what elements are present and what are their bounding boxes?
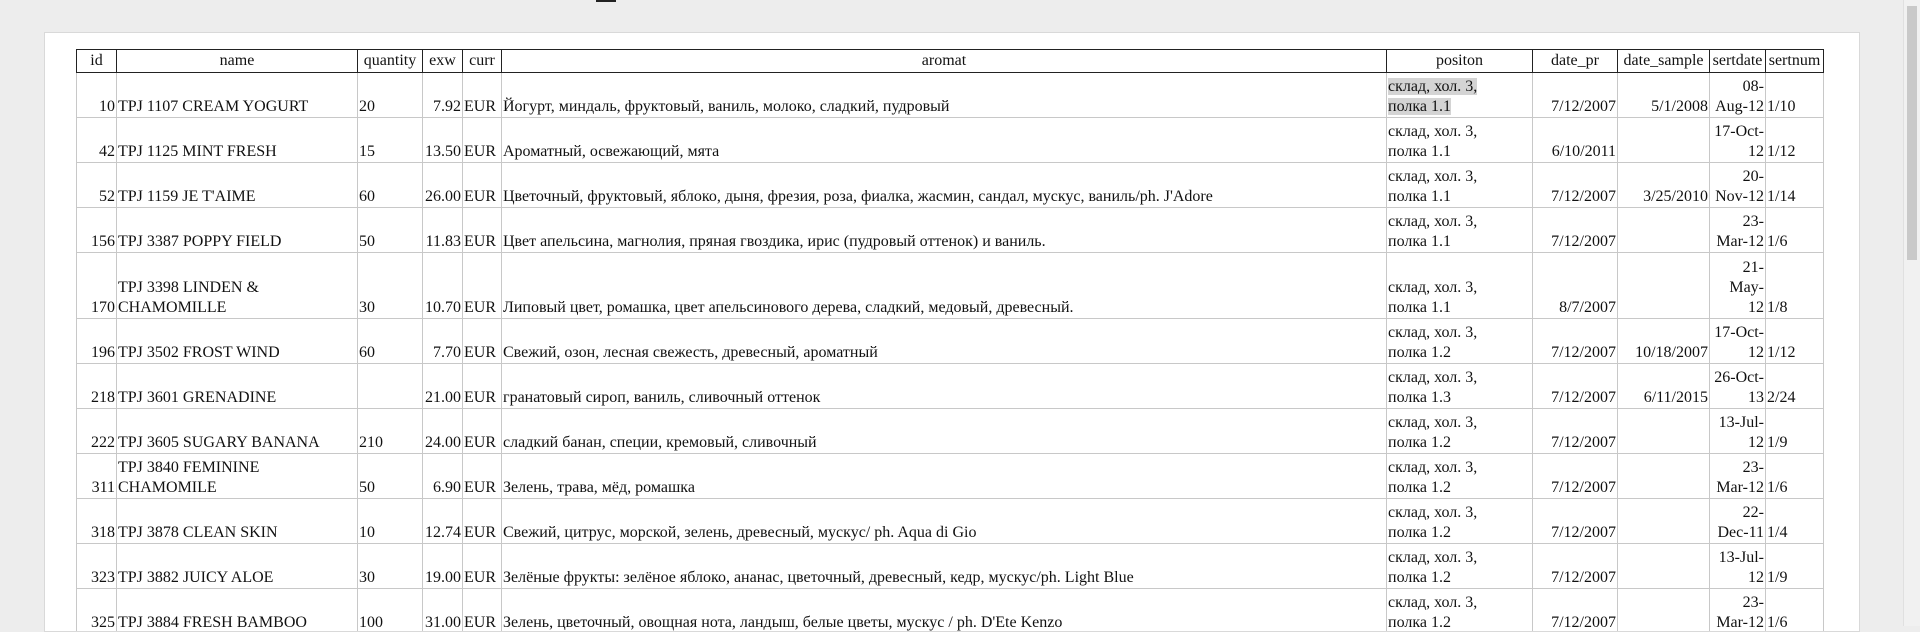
cell-date-pr[interactable]: 7/12/2007 bbox=[1533, 454, 1618, 499]
cell-exw[interactable]: 11.83 bbox=[423, 208, 463, 253]
cell-date-sample[interactable]: 3/25/2010 bbox=[1618, 163, 1710, 208]
table-row[interactable] bbox=[77, 118, 1824, 163]
cell-aromat[interactable]: Ароматный, освежающий, мята bbox=[502, 118, 1387, 163]
sertdate-line-1: 23- bbox=[1743, 213, 1764, 230]
cell-date-pr[interactable]: 7/12/2007 bbox=[1533, 73, 1618, 118]
sertdate-line-2: Mar-12 bbox=[1716, 479, 1764, 496]
column-header-date-sample[interactable]: date_sample bbox=[1618, 50, 1710, 73]
cell-curr[interactable]: EUR bbox=[463, 163, 502, 208]
cell-sertnum[interactable]: 1/9 bbox=[1766, 409, 1824, 454]
vertical-scrollbar[interactable] bbox=[1903, 0, 1920, 626]
table-row[interactable] bbox=[77, 364, 1824, 409]
cell-positon[interactable] bbox=[1387, 544, 1533, 589]
cell-aromat[interactable]: Свежий, озон, лесная свежесть, древесный, ароматный bbox=[502, 319, 1387, 364]
cell-date-sample[interactable] bbox=[1618, 589, 1710, 632]
table-row[interactable] bbox=[77, 409, 1824, 454]
cell-curr[interactable]: EUR bbox=[463, 589, 502, 632]
cell-name[interactable]: TPJ 3605 SUGARY BANANA bbox=[117, 409, 358, 454]
table-row[interactable] bbox=[77, 454, 1824, 499]
cell-name[interactable]: TPJ 3884 FRESH BAMBOO bbox=[117, 589, 358, 632]
cell-sertdate[interactable] bbox=[1710, 364, 1766, 409]
cell-date-pr[interactable]: 7/12/2007 bbox=[1533, 544, 1618, 589]
cell-name[interactable]: TPJ 3882 JUICY ALOE bbox=[117, 544, 358, 589]
sertdate-line-3: 12 bbox=[1748, 299, 1764, 316]
sertdate-line-2: Aug-12 bbox=[1715, 98, 1764, 115]
cell-quantity[interactable] bbox=[358, 364, 423, 409]
cell-sertdate[interactable] bbox=[1710, 163, 1766, 208]
cell-curr[interactable]: EUR bbox=[463, 454, 502, 499]
cell-id[interactable]: 318 bbox=[77, 499, 117, 544]
positon-line-1: склад, хол. 3, bbox=[1388, 549, 1477, 566]
cell-aromat[interactable]: гранатовый сироп, ваниль, сливочный оттенок bbox=[502, 364, 1387, 409]
cell-positon[interactable] bbox=[1387, 364, 1533, 409]
name-line-1: TPJ 3840 FEMININE bbox=[118, 459, 259, 476]
positon-line-2: полка 1.1 bbox=[1388, 98, 1451, 115]
cell-aromat[interactable]: Цвет апельсина, магнолия, пряная гвоздика, ирис (пудровый оттенок) и ваниль. bbox=[502, 208, 1387, 253]
positon-line-1: склад, хол. 3, bbox=[1388, 123, 1477, 140]
scrollbar-thumb[interactable] bbox=[1907, 6, 1917, 260]
positon-line-1: склад, хол. 3, bbox=[1388, 213, 1477, 230]
cell-positon[interactable] bbox=[1387, 409, 1533, 454]
cell-positon[interactable] bbox=[1387, 589, 1533, 632]
sertdate-line-2: Dec-11 bbox=[1718, 524, 1765, 541]
positon-line-2: полка 1.3 bbox=[1388, 389, 1451, 406]
sertdate-line-1: 17-Oct- bbox=[1714, 324, 1764, 341]
cell-exw[interactable]: 12.74 bbox=[423, 499, 463, 544]
cell-date-sample[interactable] bbox=[1618, 544, 1710, 589]
cell-curr[interactable]: EUR bbox=[463, 319, 502, 364]
cell-sertnum[interactable]: 1/6 bbox=[1766, 208, 1824, 253]
positon-line-2: полка 1.1 bbox=[1388, 188, 1451, 205]
top-bar bbox=[0, 0, 1904, 14]
positon-line-2: полка 1.2 bbox=[1388, 614, 1451, 631]
cell-sertdate[interactable] bbox=[1710, 544, 1766, 589]
cell-quantity[interactable]: 100 bbox=[358, 589, 423, 632]
cell-exw[interactable]: 7.92 bbox=[423, 73, 463, 118]
cell-date-pr[interactable]: 7/12/2007 bbox=[1533, 208, 1618, 253]
cell-exw[interactable]: 21.00 bbox=[423, 364, 463, 409]
cell-sertdate[interactable] bbox=[1710, 253, 1766, 319]
sertdate-line-1: 21- bbox=[1743, 259, 1764, 276]
cell-date-pr[interactable]: 7/12/2007 bbox=[1533, 409, 1618, 454]
cell-sertnum[interactable]: 1/14 bbox=[1766, 163, 1824, 208]
cell-name[interactable] bbox=[117, 454, 358, 499]
cell-date-pr[interactable]: 7/12/2007 bbox=[1533, 319, 1618, 364]
cell-exw[interactable]: 26.00 bbox=[423, 163, 463, 208]
header-row bbox=[77, 50, 1824, 73]
positon-line-1: склад, хол. 3, bbox=[1388, 504, 1477, 521]
positon-line-1: склад, хол. 3, bbox=[1388, 414, 1477, 431]
cell-curr[interactable]: EUR bbox=[463, 499, 502, 544]
table-row[interactable] bbox=[77, 163, 1824, 208]
cell-date-sample[interactable] bbox=[1618, 409, 1710, 454]
positon-line-2: полка 1.1 bbox=[1388, 233, 1451, 250]
cell-quantity[interactable]: 50 bbox=[358, 454, 423, 499]
cell-curr[interactable]: EUR bbox=[463, 409, 502, 454]
sertdate-line-1: 13-Jul- bbox=[1719, 549, 1764, 566]
name-line-2: CHAMOMILE bbox=[118, 479, 217, 496]
cell-positon-selected[interactable] bbox=[1387, 73, 1533, 118]
cell-exw[interactable]: 10.70 bbox=[423, 253, 463, 319]
cell-exw[interactable]: 7.70 bbox=[423, 319, 463, 364]
sertdate-line-1: 26-Oct- bbox=[1714, 369, 1764, 386]
sertdate-line-2: Nov-12 bbox=[1715, 188, 1764, 205]
cell-date-pr[interactable]: 6/10/2011 bbox=[1533, 118, 1618, 163]
cell-aromat[interactable]: Зелень, трава, мёд, ромашка bbox=[502, 454, 1387, 499]
column-header-quantity[interactable]: quantity bbox=[358, 50, 423, 73]
cell-sertnum[interactable]: 1/8 bbox=[1766, 253, 1824, 319]
cell-aromat[interactable]: сладкий банан, специи, кремовый, сливочный bbox=[502, 409, 1387, 454]
cell-name[interactable]: TPJ 3878 CLEAN SKIN bbox=[117, 499, 358, 544]
sertdate-line-1: 22- bbox=[1743, 504, 1764, 521]
cell-date-pr[interactable]: 8/7/2007 bbox=[1533, 253, 1618, 319]
cell-curr[interactable]: EUR bbox=[463, 208, 502, 253]
name-line-2: CHAMOMILLE bbox=[118, 299, 226, 316]
sertdate-line-1: 17-Oct- bbox=[1714, 123, 1764, 140]
column-header-name[interactable]: name bbox=[117, 50, 358, 73]
positon-line-2: полка 1.2 bbox=[1388, 344, 1451, 361]
cell-id[interactable]: 52 bbox=[77, 163, 117, 208]
cell-aromat[interactable]: Зелёные фрукты: зелёное яблоко, ананас, цветочный, древесный, кедр, мускус/ph. Light Blue bbox=[502, 544, 1387, 589]
sertdate-line-2: 12 bbox=[1748, 344, 1764, 361]
sertdate-line-1: 23- bbox=[1743, 459, 1764, 476]
table-row[interactable] bbox=[77, 73, 1824, 118]
positon-line-1: склад, хол. 3, bbox=[1388, 168, 1477, 185]
cell-quantity[interactable]: 10 bbox=[358, 499, 423, 544]
cell-date-sample[interactable] bbox=[1618, 499, 1710, 544]
spreadsheet-page bbox=[44, 32, 1860, 632]
cell-sertnum[interactable]: 1/12 bbox=[1766, 118, 1824, 163]
positon-line-2: полка 1.2 bbox=[1388, 524, 1451, 541]
cell-date-pr[interactable]: 7/12/2007 bbox=[1533, 364, 1618, 409]
column-header-date-pr[interactable]: date_pr bbox=[1533, 50, 1618, 73]
cell-curr[interactable]: EUR bbox=[463, 544, 502, 589]
cell-positon[interactable] bbox=[1387, 208, 1533, 253]
cell-curr[interactable]: EUR bbox=[463, 73, 502, 118]
cell-aromat[interactable]: Йогурт, миндаль, фруктовый, ваниль, молоко, сладкий, пудровый bbox=[502, 73, 1387, 118]
sertdate-line-2: 13 bbox=[1748, 389, 1764, 406]
cell-sertdate[interactable] bbox=[1710, 499, 1766, 544]
cell-positon[interactable] bbox=[1387, 454, 1533, 499]
cell-name[interactable]: TPJ 1107 CREAM YOGURT bbox=[117, 73, 358, 118]
sertdate-line-1: 20- bbox=[1743, 168, 1764, 185]
cell-aromat[interactable]: Цветочный, фруктовый, яблоко, дыня, фрезия, роза, фиалка, жасмин, сандал, мускус, ваниль/ph. J'Adore bbox=[502, 163, 1387, 208]
cell-id[interactable]: 325 bbox=[77, 589, 117, 632]
sertdate-line-1: 08- bbox=[1743, 78, 1764, 95]
cell-exw[interactable]: 31.00 bbox=[423, 589, 463, 632]
cell-name[interactable]: TPJ 1159 JE T'AIME bbox=[117, 163, 358, 208]
cell-sertnum[interactable]: 1/4 bbox=[1766, 499, 1824, 544]
positon-line-2: полка 1.1 bbox=[1388, 299, 1451, 316]
cell-quantity[interactable]: 210 bbox=[358, 409, 423, 454]
cell-date-sample[interactable]: 6/11/2015 bbox=[1618, 364, 1710, 409]
cell-sertdate[interactable] bbox=[1710, 118, 1766, 163]
positon-line-2: полка 1.1 bbox=[1388, 143, 1451, 160]
table-row[interactable] bbox=[77, 208, 1824, 253]
cell-quantity[interactable]: 60 bbox=[358, 319, 423, 364]
cell-aromat[interactable]: Зелень, цветочный, овощная нота, ландыш, белые цветы, мускус / ph. D'Ete Kenzo bbox=[502, 589, 1387, 632]
cell-curr[interactable]: EUR bbox=[463, 364, 502, 409]
cell-id[interactable]: 196 bbox=[77, 319, 117, 364]
cell-aromat[interactable]: Липовый цвет, ромашка, цвет апельсинового дерева, сладкий, медовый, древесный. bbox=[502, 253, 1387, 319]
cell-positon[interactable] bbox=[1387, 118, 1533, 163]
text-cursor-mark bbox=[596, 0, 616, 2]
cell-quantity[interactable]: 20 bbox=[358, 73, 423, 118]
data-table bbox=[76, 49, 1824, 632]
cell-positon[interactable] bbox=[1387, 253, 1533, 319]
cell-id[interactable]: 222 bbox=[77, 409, 117, 454]
column-header-sertdate[interactable]: sertdate bbox=[1710, 50, 1766, 73]
cell-id[interactable]: 218 bbox=[77, 364, 117, 409]
cell-positon[interactable] bbox=[1387, 163, 1533, 208]
cell-quantity[interactable]: 15 bbox=[358, 118, 423, 163]
cell-id[interactable]: 156 bbox=[77, 208, 117, 253]
positon-line-1: склад, хол. 3, bbox=[1388, 459, 1477, 476]
table-row[interactable] bbox=[77, 544, 1824, 589]
cell-date-sample[interactable]: 10/18/2007 bbox=[1618, 319, 1710, 364]
positon-line-1: склад, хол. 3, bbox=[1388, 369, 1477, 386]
cell-name[interactable]: TPJ 3502 FROST WIND bbox=[117, 319, 358, 364]
table-row[interactable] bbox=[77, 319, 1824, 364]
cell-date-sample[interactable] bbox=[1618, 208, 1710, 253]
cell-date-pr[interactable]: 7/12/2007 bbox=[1533, 163, 1618, 208]
table-row[interactable] bbox=[77, 253, 1824, 319]
sertdate-line-2: Mar-12 bbox=[1716, 233, 1764, 250]
cell-exw[interactable]: 19.00 bbox=[423, 544, 463, 589]
cell-curr[interactable]: EUR bbox=[463, 118, 502, 163]
cell-exw[interactable]: 24.00 bbox=[423, 409, 463, 454]
cell-id[interactable]: 10 bbox=[77, 73, 117, 118]
cell-date-sample[interactable] bbox=[1618, 253, 1710, 319]
cell-sertnum[interactable]: 1/12 bbox=[1766, 319, 1824, 364]
cell-sertdate[interactable] bbox=[1710, 589, 1766, 632]
cell-id[interactable]: 311 bbox=[77, 454, 117, 499]
positon-line-1: склад, хол. 3, bbox=[1388, 78, 1477, 95]
positon-line-2: полка 1.2 bbox=[1388, 434, 1451, 451]
cell-date-sample[interactable]: 5/1/2008 bbox=[1618, 73, 1710, 118]
table-row[interactable] bbox=[77, 589, 1824, 632]
cell-quantity[interactable]: 30 bbox=[358, 544, 423, 589]
cell-sertnum[interactable]: 1/10 bbox=[1766, 73, 1824, 118]
cell-id[interactable]: 42 bbox=[77, 118, 117, 163]
cell-sertnum[interactable]: 1/6 bbox=[1766, 589, 1824, 632]
sertdate-line-1: 13-Jul- bbox=[1719, 414, 1764, 431]
cell-date-sample[interactable] bbox=[1618, 454, 1710, 499]
cell-exw[interactable]: 13.50 bbox=[423, 118, 463, 163]
sertdate-line-2: 12 bbox=[1748, 569, 1764, 586]
cell-date-pr[interactable]: 7/12/2007 bbox=[1533, 499, 1618, 544]
positon-line-2: полка 1.2 bbox=[1388, 569, 1451, 586]
cell-positon[interactable] bbox=[1387, 319, 1533, 364]
cell-sertdate[interactable] bbox=[1710, 409, 1766, 454]
positon-line-1: склад, хол. 3, bbox=[1388, 594, 1477, 611]
cell-name[interactable]: TPJ 1125 MINT FRESH bbox=[117, 118, 358, 163]
sertdate-line-2: Mar-12 bbox=[1716, 614, 1764, 631]
positon-line-2: полка 1.2 bbox=[1388, 479, 1451, 496]
table-row[interactable] bbox=[77, 499, 1824, 544]
sertdate-line-2: 12 bbox=[1748, 143, 1764, 160]
cell-quantity[interactable]: 50 bbox=[358, 208, 423, 253]
cell-date-sample[interactable] bbox=[1618, 118, 1710, 163]
column-header-id[interactable]: id bbox=[77, 50, 117, 73]
cell-name[interactable]: TPJ 3387 POPPY FIELD bbox=[117, 208, 358, 253]
cell-positon[interactable] bbox=[1387, 499, 1533, 544]
column-header-aromat[interactable]: aromat bbox=[502, 50, 1387, 73]
cell-id[interactable]: 170 bbox=[77, 253, 117, 319]
cell-name[interactable]: TPJ 3601 GRENADINE bbox=[117, 364, 358, 409]
cell-name[interactable] bbox=[117, 253, 358, 319]
sertdate-line-2: May- bbox=[1729, 279, 1764, 296]
sertdate-line-2: 12 bbox=[1748, 434, 1764, 451]
cell-sertdate[interactable] bbox=[1710, 319, 1766, 364]
cell-sertnum[interactable]: 2/24 bbox=[1766, 364, 1824, 409]
positon-line-1: склад, хол. 3, bbox=[1388, 279, 1477, 296]
cell-sertdate[interactable] bbox=[1710, 208, 1766, 253]
cell-date-pr[interactable]: 7/12/2007 bbox=[1533, 589, 1618, 632]
cell-sertdate[interactable] bbox=[1710, 454, 1766, 499]
cell-id[interactable]: 323 bbox=[77, 544, 117, 589]
sertdate-line-1: 23- bbox=[1743, 594, 1764, 611]
cell-quantity[interactable]: 30 bbox=[358, 253, 423, 319]
cell-sertnum[interactable]: 1/9 bbox=[1766, 544, 1824, 589]
cell-exw[interactable]: 6.90 bbox=[423, 454, 463, 499]
cell-sertdate[interactable] bbox=[1710, 73, 1766, 118]
positon-line-1: склад, хол. 3, bbox=[1388, 324, 1477, 341]
column-header-sertnum[interactable]: sertnum bbox=[1766, 50, 1824, 73]
cell-curr[interactable]: EUR bbox=[463, 253, 502, 319]
name-line-1: TPJ 3398 LINDEN & bbox=[118, 279, 259, 296]
column-header-exw[interactable]: exw bbox=[423, 50, 463, 73]
cell-sertnum[interactable]: 1/6 bbox=[1766, 454, 1824, 499]
column-header-positon[interactable]: positon bbox=[1387, 50, 1533, 73]
cell-quantity[interactable]: 60 bbox=[358, 163, 423, 208]
column-header-curr[interactable]: curr bbox=[463, 50, 502, 73]
cell-aromat[interactable]: Свежий, цитрус, морской, зелень, древесный, мускус/ ph. Aqua di Gio bbox=[502, 499, 1387, 544]
